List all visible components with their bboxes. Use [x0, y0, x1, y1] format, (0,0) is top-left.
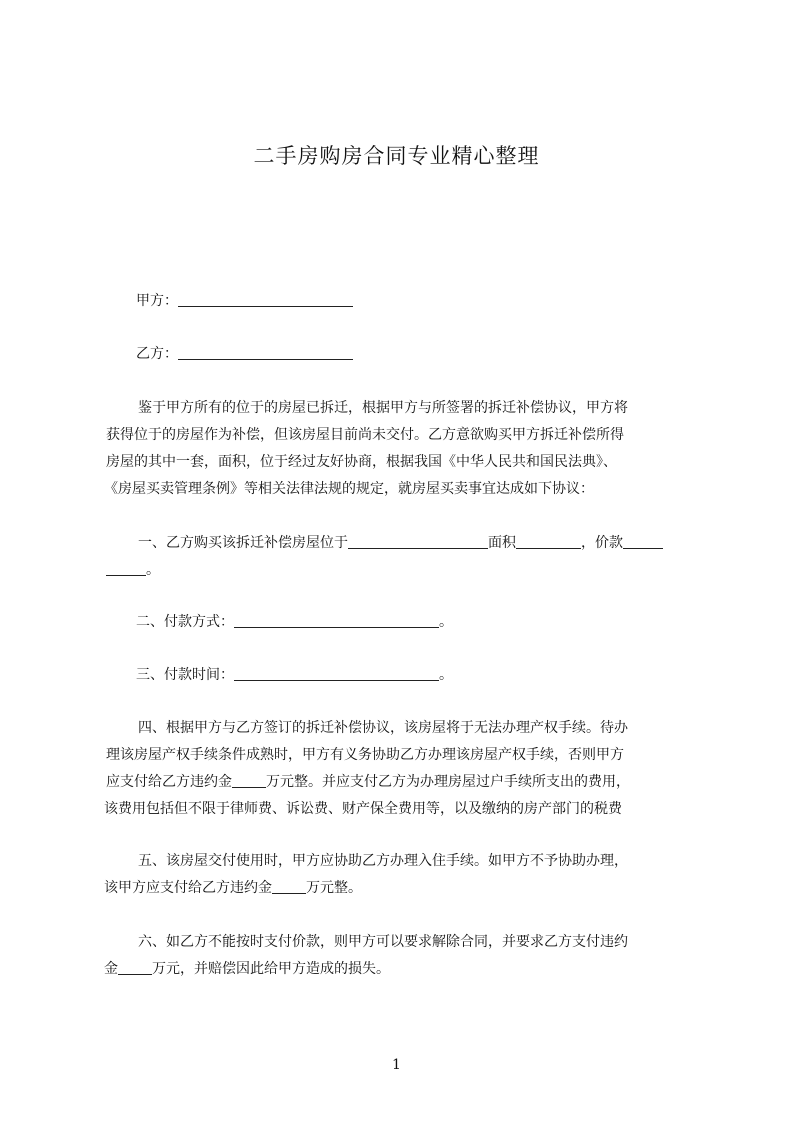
penalty-blank-6	[118, 959, 152, 975]
party-a-label: 甲方：	[136, 293, 178, 309]
area-blank	[516, 533, 581, 549]
page-number: 1	[392, 1057, 401, 1073]
clause-6-line-2	[104, 959, 390, 979]
clause-6-line-2-b: 万元，并赔偿因此给甲方造成的损失。	[152, 961, 390, 977]
clause-4-line-3-a: 应支付给乙方违约金	[106, 774, 232, 790]
clause-4-line-2: 理该房屋产权手续条件成熟时，甲方有义务协助乙方办理该房屋产权手续，否则甲方	[106, 747, 624, 763]
clause-4-line-3	[106, 772, 630, 792]
intro-line-1: 鉴于甲方所有的位于的房屋已拆迁，根据甲方与所签署的拆迁补偿协议，甲方将	[138, 400, 628, 416]
party-b-label: 乙方：	[136, 346, 178, 362]
clause-4-line-3-b: 万元整。并应支付乙方为办理房屋过户手续所支出的费用，	[266, 774, 630, 790]
clause-3-label: 三、付款时间：	[136, 667, 234, 683]
intro-line-4: 《房屋买卖管理条例》等相关法律法规的规定，就房屋买卖事宜达成如下协议：	[104, 481, 594, 497]
clause-4-line-4: 该费用包括但不限于律师费、诉讼费、财产保全费用等，以及缴纳的房产部门的税费	[104, 801, 622, 817]
payment-method-blank	[234, 612, 439, 628]
clause-1-line-2	[106, 560, 160, 580]
party-b-line	[136, 344, 353, 364]
clause-1-prefix: 一、乙方购买该拆迁补偿房屋位于	[138, 535, 348, 551]
clause-6-line-2-a: 金	[104, 961, 118, 977]
party-b-blank	[178, 344, 353, 360]
clause-1-end: 。	[146, 562, 160, 578]
intro-line-2: 获得位于的房屋作为补偿，但该房屋目前尚未交付。乙方意欲购买甲方拆迁补偿所得	[106, 427, 624, 443]
clause-5-line-2	[104, 878, 362, 898]
clause-5-line-2-a: 该甲方应支付给乙方违约金	[104, 880, 272, 896]
price-blank	[623, 533, 663, 549]
clause-5-line-2-b: 万元整。	[306, 880, 362, 896]
payment-time-blank	[234, 665, 439, 681]
penalty-blank-4	[232, 772, 266, 788]
penalty-blank-5	[272, 878, 306, 894]
location-blank	[348, 533, 488, 549]
party-a-line	[136, 291, 353, 311]
clause-2-line	[136, 612, 453, 632]
area-label: 面积	[488, 535, 516, 551]
clause-1-line-1	[138, 533, 663, 553]
clause-2-end: 。	[439, 614, 453, 630]
clause-6-line-1: 六、如乙方不能按时支付价款，则甲方可以要求解除合同，并要求乙方支付违约	[138, 934, 628, 950]
clause-4-line-1: 四、根据甲方与乙方签订的拆迁补偿协议，该房屋将于无法办理产权手续。待办	[138, 720, 628, 736]
party-a-blank	[178, 291, 353, 307]
clause-2-label: 二、付款方式：	[136, 614, 234, 630]
clause-5-line-1: 五、该房屋交付使用时，甲方应协助乙方办理入住手续。如甲方不予协助办理，	[138, 853, 628, 869]
intro-line-3: 房屋的其中一套，面积，位于经过友好协商，根据我国《中华人民共和国民法典》、	[106, 454, 617, 470]
clause-3-line	[136, 665, 453, 685]
price-blank-cont	[106, 560, 146, 576]
price-label: ，价款	[581, 535, 623, 551]
document-title: 二手房购房合同专业精心整理	[253, 144, 540, 168]
clause-3-end: 。	[439, 667, 453, 683]
